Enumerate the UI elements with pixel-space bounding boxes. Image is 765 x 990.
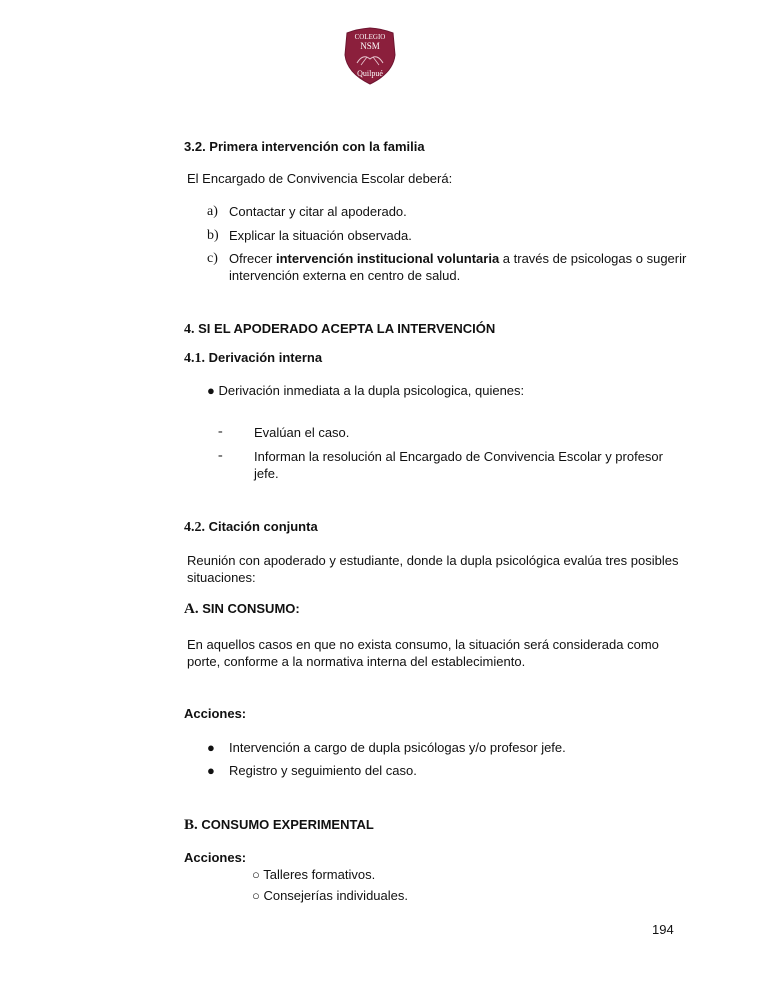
list-marker: a) bbox=[207, 204, 218, 219]
dash-marker: - bbox=[218, 424, 223, 439]
logo-line2: NSM bbox=[360, 41, 380, 51]
section-a-text: SIN CONSUMO: bbox=[202, 601, 300, 616]
school-logo bbox=[343, 27, 397, 85]
section-a-line2: porte, conforme a la normativa interna del establecimiento. bbox=[187, 654, 526, 669]
section-b-title bbox=[184, 817, 374, 834]
section-4-1-title bbox=[184, 350, 322, 367]
section-3-2-title: 3.2. Primera intervención con la familia bbox=[184, 139, 425, 154]
dash-marker: - bbox=[218, 448, 223, 463]
section-4-2-title bbox=[184, 519, 318, 536]
bullet-item: ● Derivación inmediata a la dupla psicologica, quienes: bbox=[207, 383, 525, 398]
list-item: ○ Consejerías individuales. bbox=[252, 888, 408, 903]
section-a-letter: A. bbox=[184, 601, 199, 617]
section-b-acciones: Acciones: bbox=[184, 850, 247, 865]
list-text-pre: Ofrecer bbox=[229, 251, 276, 266]
section-a-line1: En aquellos casos en que no exista consumo, la situación será considerada como bbox=[187, 637, 659, 652]
logo-line1: COLEGIO bbox=[354, 33, 386, 41]
list-text: Intervención a cargo de dupla psicólogas y/o profesor jefe. bbox=[229, 740, 566, 755]
section-a-title bbox=[184, 601, 300, 618]
bullet-marker: ● bbox=[207, 763, 215, 778]
list-text-bold: intervención institucional voluntaria bbox=[275, 251, 500, 266]
section-a-acciones: Acciones: bbox=[184, 706, 247, 721]
section-4-2-line2: situaciones: bbox=[187, 570, 256, 585]
list-text: Explicar la situación observada. bbox=[229, 228, 412, 243]
section-b-letter: B. bbox=[184, 817, 198, 833]
section-4-2-text: Citación conjunta bbox=[208, 519, 318, 534]
section-4-1-text: Derivación interna bbox=[208, 350, 323, 365]
dash-text: Informan la resolución al Encargado de Convivencia Escolar y profesor bbox=[254, 449, 663, 464]
list-text: Contactar y citar al apoderado. bbox=[229, 204, 407, 219]
section-4-2-num: 4.2. bbox=[184, 520, 205, 535]
bullet-marker: ● bbox=[207, 740, 215, 755]
list-text-line2: intervención externa en centro de salud. bbox=[229, 268, 461, 283]
logo-line3: Quilpué bbox=[357, 69, 383, 78]
list-text: Registro y seguimiento del caso. bbox=[229, 763, 417, 778]
list-item: ○ Talleres formativos. bbox=[252, 867, 376, 882]
list-marker: c) bbox=[207, 251, 218, 266]
dash-text: Evalúan el caso. bbox=[254, 425, 350, 440]
section-4-text: SI EL APODERADO ACEPTA LA INTERVENCIÓN bbox=[198, 321, 496, 336]
list-text bbox=[229, 250, 686, 267]
section-b-text: CONSUMO EXPERIMENTAL bbox=[201, 817, 374, 832]
section-3-2-intro: El Encargado de Convivencia Escolar deberá: bbox=[187, 171, 453, 186]
section-4-1-num: 4.1. bbox=[184, 351, 205, 366]
section-4-2-line1: Reunión con apoderado y estudiante, donde la dupla psicológica evalúa tres posibles bbox=[187, 553, 679, 568]
page-number: 194 bbox=[652, 922, 674, 937]
dash-text-line2: jefe. bbox=[254, 466, 279, 481]
list-marker: b) bbox=[207, 228, 219, 243]
list-text-post: a través de psicologas o sugerir bbox=[499, 251, 687, 266]
section-4-title bbox=[184, 321, 495, 338]
section-4-num: 4. bbox=[184, 322, 195, 337]
